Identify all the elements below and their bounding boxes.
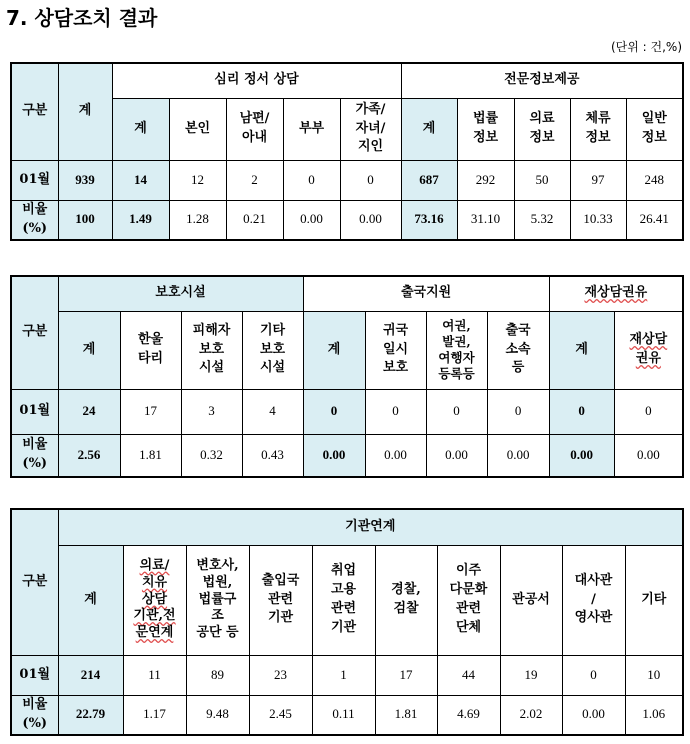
col-header: 남편/ 아내 — [226, 98, 283, 160]
cell: 97 — [570, 160, 626, 200]
cell: 0 — [549, 389, 614, 434]
col-header: 취업 고용 관련 기관 — [312, 545, 375, 655]
cell: 3 — [181, 389, 242, 434]
cell: 292 — [457, 160, 514, 200]
cell: 0.00 — [614, 434, 683, 477]
col-header: 계 — [303, 311, 365, 389]
cell: 9.48 — [186, 695, 249, 735]
cell: 14 — [112, 160, 169, 200]
cell: 100 — [58, 200, 112, 240]
col-header: 계 — [58, 311, 120, 389]
col-header: 이주 다문화 관련 단체 — [437, 545, 500, 655]
row-label: 비율 (%) — [11, 434, 58, 477]
cell: 2 — [226, 160, 283, 200]
col-header: 경찰, 검찰 — [375, 545, 437, 655]
cell: 0.21 — [226, 200, 283, 240]
col-header: 가족/ 자녀/ 지인 — [340, 98, 401, 160]
group-header-info: 전문정보제공 — [401, 63, 683, 98]
row-label: 01월 — [11, 160, 58, 200]
cell: 26.41 — [626, 200, 683, 240]
cell: 0 — [426, 389, 487, 434]
cell: 17 — [120, 389, 181, 434]
col-header: 일반 정보 — [626, 98, 683, 160]
cell: 248 — [626, 160, 683, 200]
cell: 0.00 — [340, 200, 401, 240]
cell: 1.17 — [123, 695, 186, 735]
counsel-info-table — [10, 62, 684, 241]
col-header: 출국 소속 등 — [487, 311, 549, 389]
cell: 0 — [365, 389, 426, 434]
cell: 0 — [562, 655, 625, 695]
cell: 2.56 — [58, 434, 120, 477]
cell: 1.28 — [169, 200, 226, 240]
cell: 2.02 — [500, 695, 562, 735]
cell: 10.33 — [570, 200, 626, 240]
table-row — [11, 695, 683, 735]
cell: 0 — [614, 389, 683, 434]
cell: 44 — [437, 655, 500, 695]
col-header: 체류 정보 — [570, 98, 626, 160]
cell: 0 — [487, 389, 549, 434]
col-header: 피해자 보호 시설 — [181, 311, 242, 389]
cell: 0 — [303, 389, 365, 434]
group-header-departure: 출국지원 — [303, 276, 549, 311]
cell: 0.00 — [549, 434, 614, 477]
agency-link-table — [10, 508, 684, 736]
group-header-shelter: 보호시설 — [58, 276, 303, 311]
col-header: 관공서 — [500, 545, 562, 655]
table-row — [11, 160, 683, 200]
row-label: 비율 (%) — [11, 200, 58, 240]
cell: 0 — [283, 160, 340, 200]
col-header — [614, 311, 683, 389]
row-label: 비율 (%) — [11, 695, 58, 735]
row-label: 01월 — [11, 389, 58, 434]
gubun-header: 구분 — [11, 276, 58, 389]
cell: 0.00 — [562, 695, 625, 735]
gubun-header: 구분 — [11, 63, 58, 160]
cell: 1.81 — [120, 434, 181, 477]
cell: 939 — [58, 160, 112, 200]
cell: 73.16 — [401, 200, 457, 240]
cell: 89 — [186, 655, 249, 695]
cell: 214 — [58, 655, 123, 695]
section-title: 7. 상담조치 결과 — [6, 6, 158, 30]
col-header: 계 — [401, 98, 457, 160]
cell: 0.43 — [242, 434, 303, 477]
col-header: 변호사, 법원, 법률구 조 공단 등 — [186, 545, 249, 655]
col-header: 대사관 / 영사관 — [562, 545, 625, 655]
cell: 0.32 — [181, 434, 242, 477]
cell: 4.69 — [437, 695, 500, 735]
shelter-departure-table — [10, 275, 684, 478]
cell: 0 — [340, 160, 401, 200]
cell: 0.00 — [303, 434, 365, 477]
col-header: 부부 — [283, 98, 340, 160]
cell: 19 — [500, 655, 562, 695]
cell: 0.00 — [283, 200, 340, 240]
col-header: 귀국 일시 보호 — [365, 311, 426, 389]
col-header: 계 — [549, 311, 614, 389]
row-label: 01월 — [11, 655, 58, 695]
cell: 1.81 — [375, 695, 437, 735]
recounsel-label: 재상담권유 — [584, 285, 648, 301]
cell: 24 — [58, 389, 120, 434]
cell: 2.45 — [249, 695, 312, 735]
cell: 0.11 — [312, 695, 375, 735]
table-row — [11, 389, 683, 434]
recounsel-col-label: 재상담 권유 — [629, 332, 668, 366]
table-row — [11, 200, 683, 240]
cell: 0.00 — [487, 434, 549, 477]
cell: 687 — [401, 160, 457, 200]
cell: 12 — [169, 160, 226, 200]
cell: 1.49 — [112, 200, 169, 240]
medical-col-label: 의료/ 치유 상담 기관,전 문연계 — [133, 557, 176, 641]
table-row — [11, 434, 683, 477]
unit-label: (단위 : 건,%) — [610, 40, 682, 54]
group-header-agency: 기관연계 — [58, 509, 683, 545]
col-header: 계 — [112, 98, 169, 160]
cell: 5.32 — [514, 200, 570, 240]
group-header-recounsel — [549, 276, 683, 311]
cell: 1 — [312, 655, 375, 695]
cell: 22.79 — [58, 695, 123, 735]
cell: 11 — [123, 655, 186, 695]
cell: 10 — [625, 655, 683, 695]
col-header: 출입국 관련 기관 — [249, 545, 312, 655]
cell: 50 — [514, 160, 570, 200]
col-header: 계 — [58, 545, 123, 655]
group-header-counsel: 심리 정서 상담 — [112, 63, 401, 98]
cell: 31.10 — [457, 200, 514, 240]
col-header: 여권, 발권, 여행자 등록등 — [426, 311, 487, 389]
col-header — [123, 545, 186, 655]
cell: 17 — [375, 655, 437, 695]
cell: 0.00 — [365, 434, 426, 477]
gubun-header: 구분 — [11, 509, 58, 655]
cell: 1.06 — [625, 695, 683, 735]
table-row — [11, 655, 683, 695]
col-header: 기타 — [625, 545, 683, 655]
col-header: 법률 정보 — [457, 98, 514, 160]
col-header: 한울 타리 — [120, 311, 181, 389]
cell: 0.00 — [426, 434, 487, 477]
cell: 23 — [249, 655, 312, 695]
total-header: 계 — [58, 63, 112, 160]
cell: 4 — [242, 389, 303, 434]
col-header: 본인 — [169, 98, 226, 160]
col-header: 기타 보호 시설 — [242, 311, 303, 389]
col-header: 의료 정보 — [514, 98, 570, 160]
